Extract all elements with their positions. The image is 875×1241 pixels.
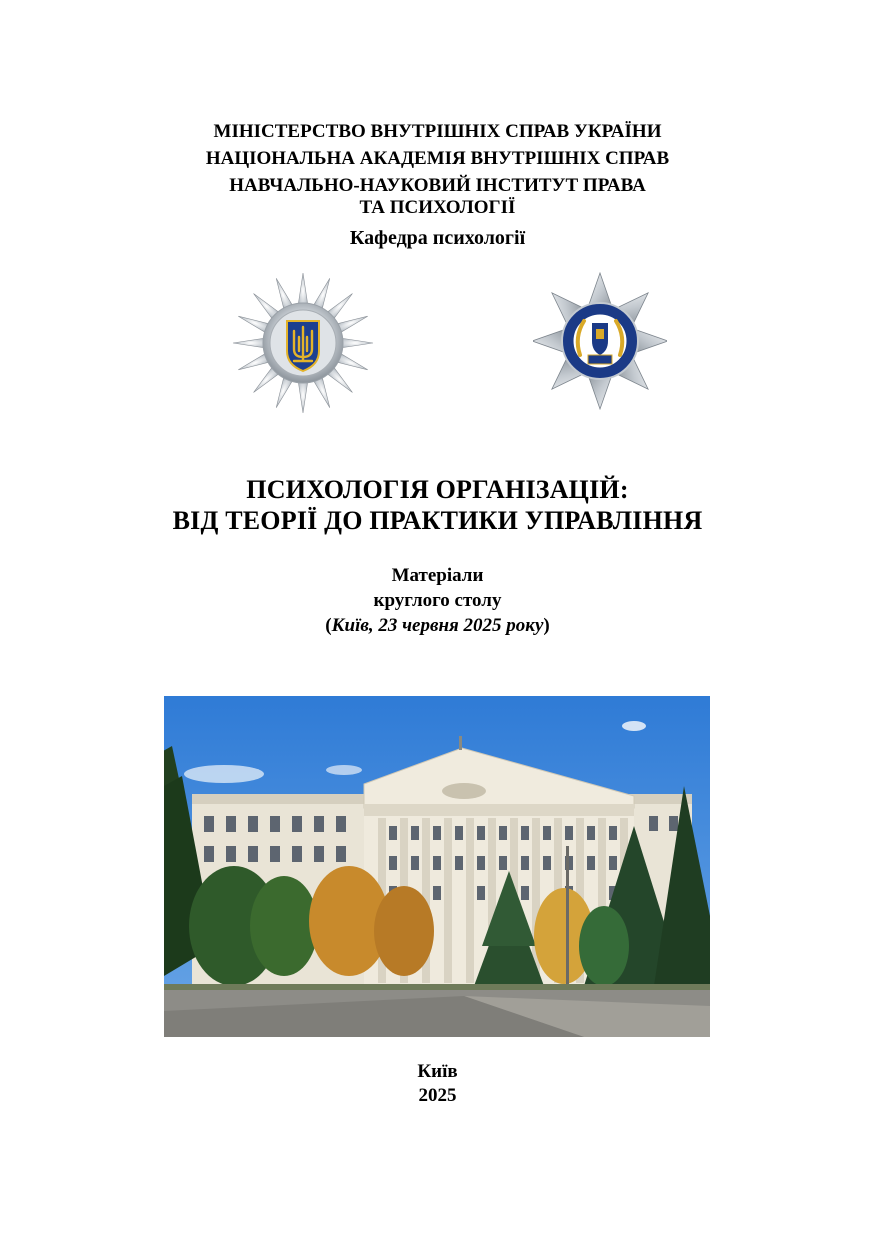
department-name: Кафедра психології: [349, 227, 526, 249]
place-date-italic: Київ, 23 червня 2025 року: [331, 615, 544, 636]
ministry-name: МІНІСТЕРСТВО ВНУТРІШНІХ СПРАВ УКРАЇНИ: [213, 121, 662, 142]
academy-building-photo: [164, 696, 710, 1037]
subtitle-materials: Матеріали: [391, 565, 484, 586]
institute-name-line2: ТА ПСИХОЛОГІЇ: [359, 197, 516, 218]
title-line1: ПСИХОЛОГІЯ ОРГАНІЗАЦІЙ:: [246, 475, 629, 504]
footer-city: Київ: [417, 1061, 458, 1082]
footer-year: 2025: [418, 1085, 457, 1106]
paren-close: ): [543, 615, 550, 636]
subtitle-round-table: круглого столу: [373, 590, 502, 611]
paren-open: (: [325, 615, 332, 636]
academy-star-emblem: [533, 272, 667, 410]
academy-name: НАЦІОНАЛЬНА АКАДЕМІЯ ВНУТРІШНІХ СПРАВ: [205, 148, 670, 169]
ministry-star-trident-emblem: [232, 272, 374, 414]
subtitle-place-date: [0, 615, 875, 637]
title-line2: ВІД ТЕОРІЇ ДО ПРАКТИКИ УПРАВЛІННЯ: [172, 506, 703, 535]
institute-name-line1: НАВЧАЛЬНО-НАУКОВИЙ ІНСТИТУТ ПРАВА: [229, 175, 646, 196]
